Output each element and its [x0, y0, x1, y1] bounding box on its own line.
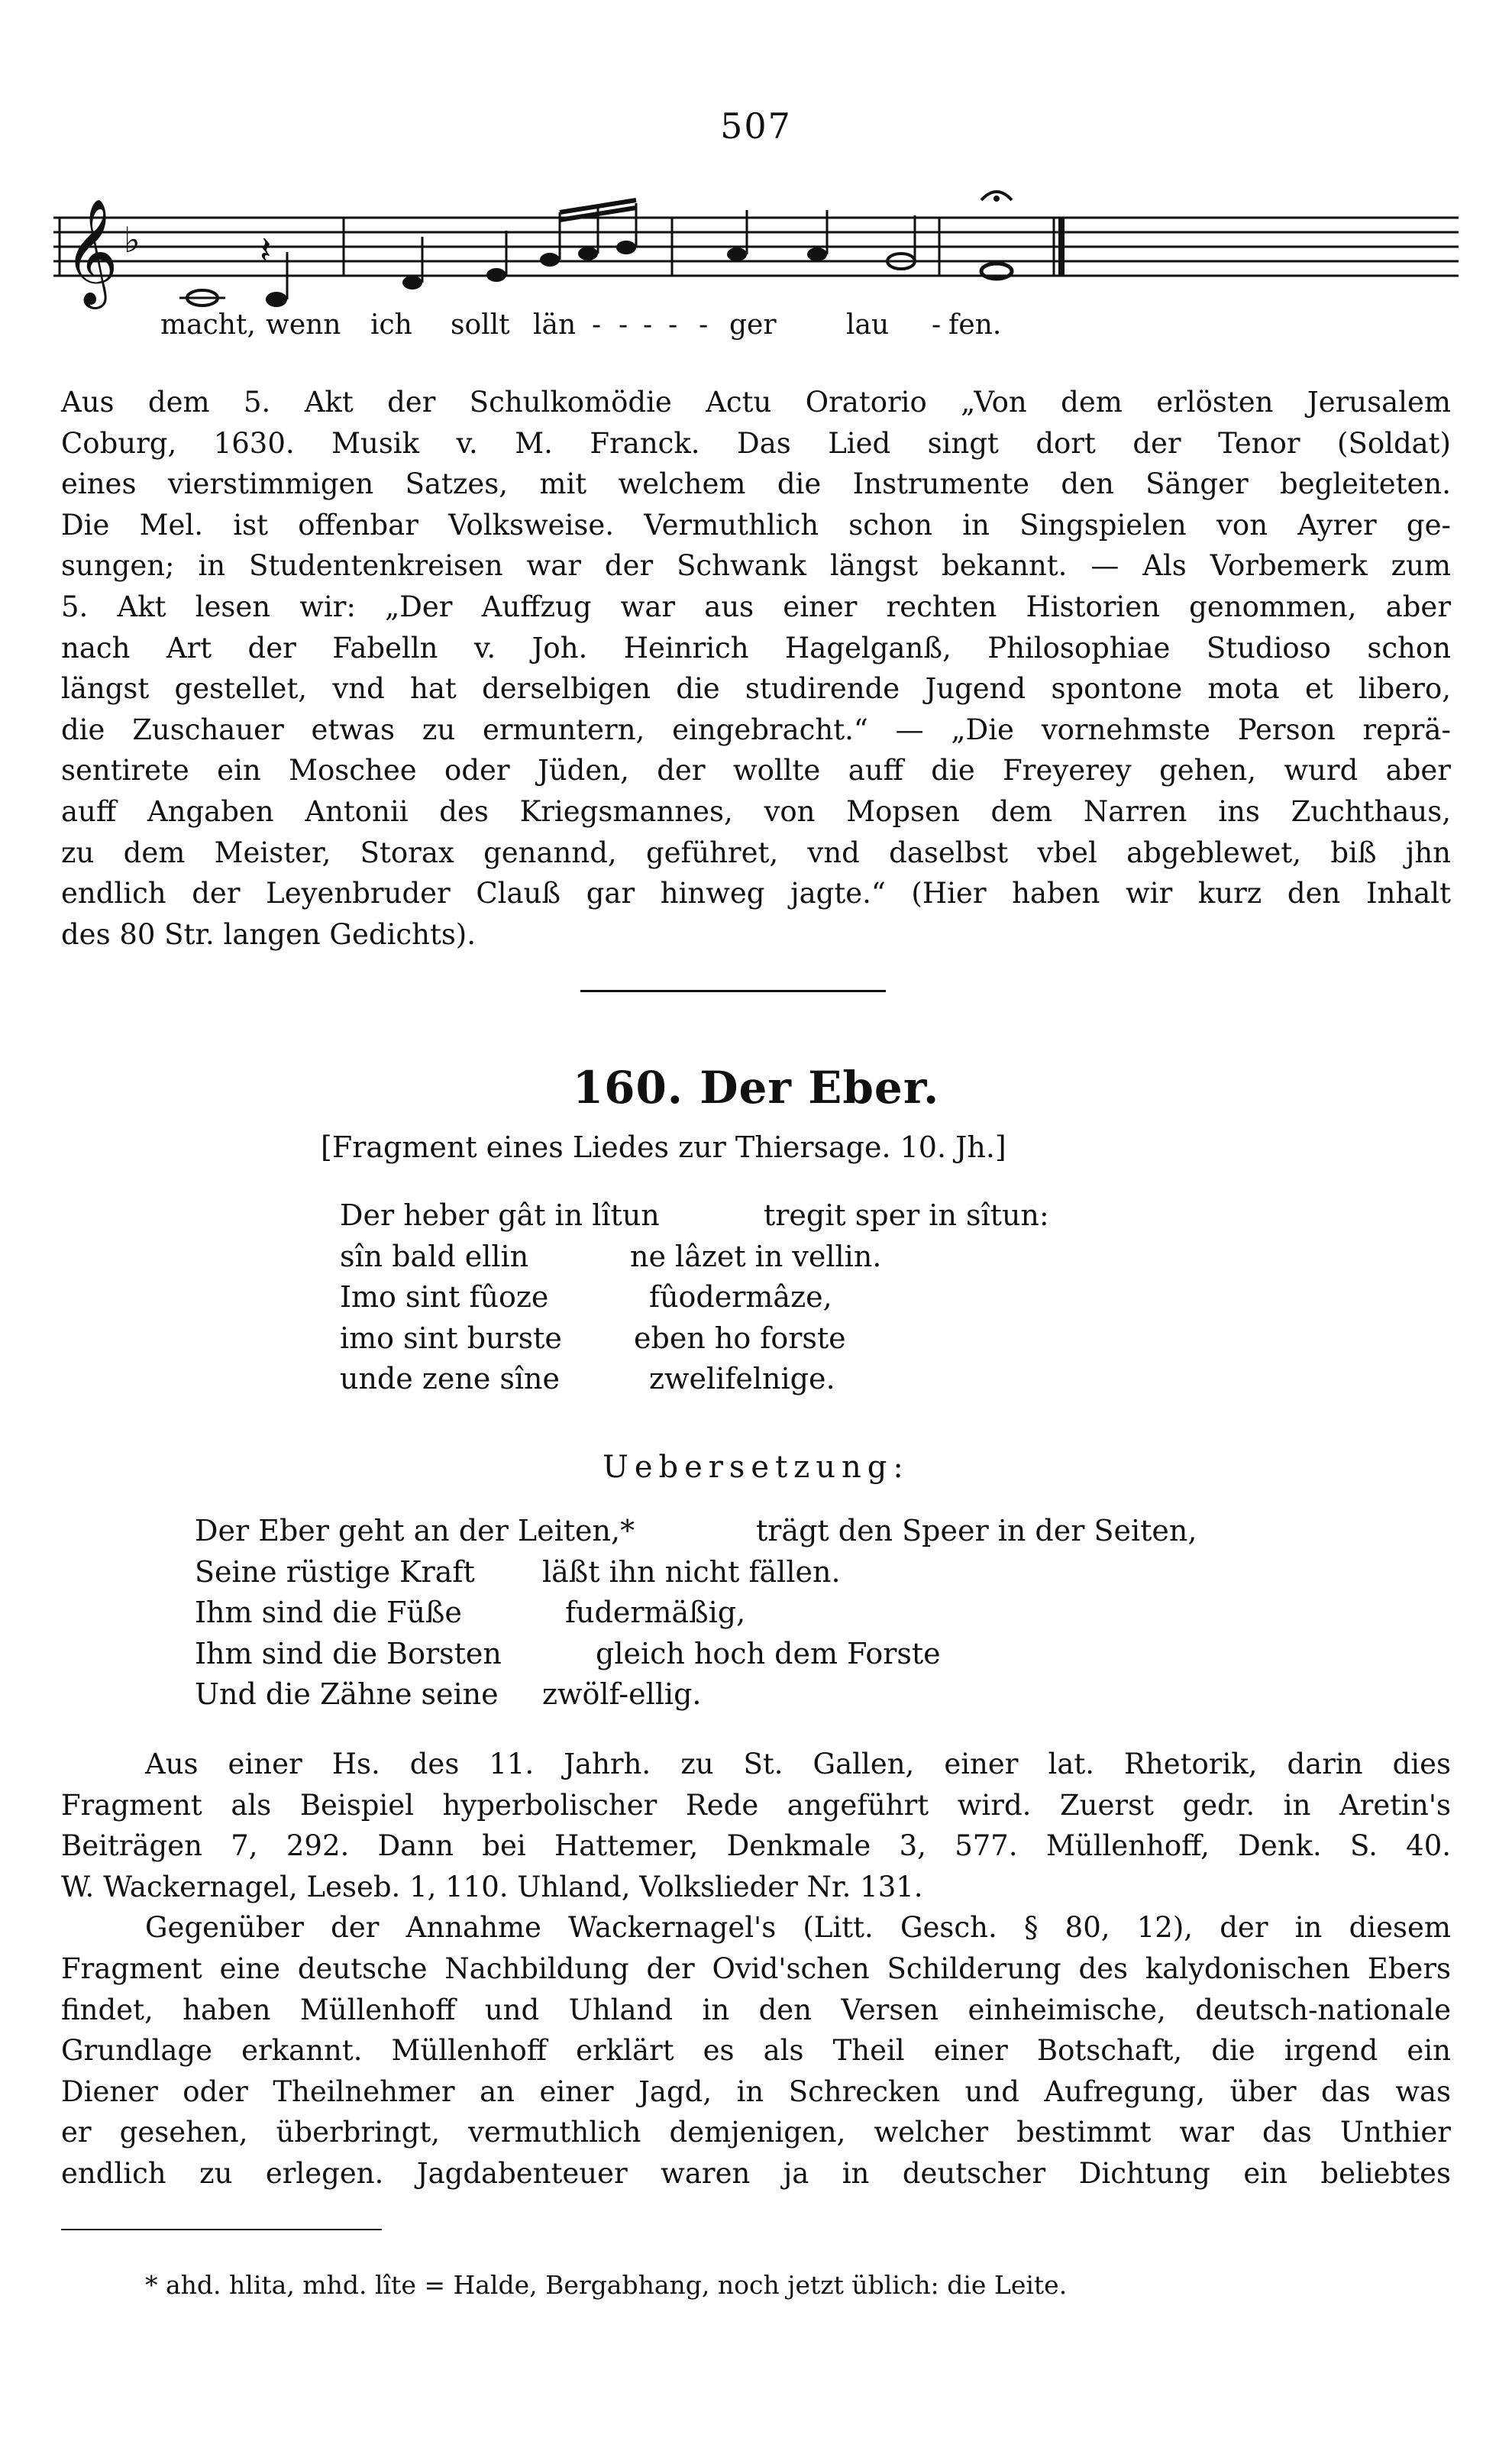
verse-right: zwölf-ellig.: [542, 1677, 702, 1711]
text-line: findet, haben Müllenhoff und Uhland in den Versen einheimische, deutsch-nationale: [61, 1993, 1451, 2026]
verse-right: fudermäßig,: [565, 1596, 746, 1629]
text-line: er gesehen, überbringt, vermuthlich demjenigen, welcher bestimmt war das Unthier: [61, 2116, 1451, 2149]
verse-right: läßt ihn nicht fällen.: [542, 1554, 841, 1589]
text-line: endlich der Leyenbruder Clauß gar hinweg jagte.“ (Hier haben wir kurz den Inhalt: [61, 877, 1451, 910]
lyrics-line: [160, 309, 1077, 348]
footnote: * ahd. hlita, mhd. lîte = Halde, Bergabhang, noch jetzt üblich: die Leite.: [145, 2270, 1068, 2300]
lyric-syllable: ger: [729, 309, 777, 341]
lyric-syllable: -: [643, 309, 653, 341]
text-line: sentirete ein Moschee oder Jüden, der wollte auff die Freyerey gehen, wurd aber: [61, 754, 1451, 787]
text-line: Fragment eine deutsche Nachbildung der Ovid'schen Schilderung des kalydonischen Ebers: [61, 1952, 1451, 1985]
text-line: Aus dem 5. Akt der Schulkomödie Actu Oratorio „Von dem erlösten Jerusalem: [61, 386, 1451, 419]
lyric-syllable: län: [533, 309, 577, 341]
latin-verse: [340, 1195, 660, 1400]
flat-icon: ♭: [124, 219, 141, 260]
text-line: nach Art der Fabelln v. Joh. Heinrich Hagelganß, Philosophiae Studioso schon: [61, 631, 1451, 665]
lyric-syllable: ich: [370, 309, 412, 341]
text-line: W. Wackernagel, Leseb. 1, 110. Uhland, Volkslieder Nr. 131.: [61, 1870, 923, 1903]
section-heading: [0, 1062, 1512, 1114]
section-subtitle: [Fragment eines Liedes zur Thiersage. 10. Jh.]: [321, 1130, 1006, 1164]
text-line: eines vierstimmigen Satzes, mit welchem die Instrumente den Sänger begleiteten.: [61, 467, 1451, 501]
text-line: Die Mel. ist offenbar Volksweise. Vermuthlich schon in Singspielen von Ayrer ge-: [61, 508, 1451, 542]
text-line: längst gestellet, vnd hat derselbigen die studirende Jugend spontone mota et libero,: [61, 672, 1451, 706]
verse-left: Ihm sind die Borsten: [195, 1636, 502, 1670]
text-line: die Zuschauer etwas zu ermuntern, eingebracht.“ — „Die vornehmste Person reprä-: [61, 713, 1451, 746]
lyric-syllable: -: [668, 309, 678, 341]
text-line: des 80 Str. langen Gedichts).: [61, 917, 477, 951]
lyric-syllable: wenn: [266, 309, 341, 341]
lyric-syllable: -: [592, 309, 602, 341]
svg-text:𝄽: 𝄽: [260, 228, 272, 273]
verse-left: unde zene sîne: [340, 1362, 561, 1395]
latin-verse-right: [630, 1195, 1049, 1400]
lyric-syllable: macht,: [160, 309, 256, 341]
verse-left: sîn bald ellin: [340, 1239, 529, 1273]
verse-left: Imo sint fûoze: [340, 1280, 549, 1314]
verse-right: zwelifelnige.: [649, 1362, 835, 1395]
text-line: endlich zu erlegen. Jagdabenteuer waren ja in deutscher Dichtung ein beliebtes: [61, 2156, 1451, 2190]
text-line: 5. Akt lesen wir: „Der Auffzug war aus einer rechten Historien genommen, aber: [61, 590, 1451, 623]
verse-left: imo sint burste: [340, 1321, 562, 1355]
text-line: sungen; in Studentenkreisen war der Schwank längst bekannt. — Als Vorbemerk zum: [61, 549, 1451, 583]
section-divider: [580, 990, 886, 992]
text-line: Beiträgen 7, 292. Dann bei Hattemer, Denkmale 3, 577. Müllenhoff, Denk. S. 40.: [61, 1829, 1451, 1863]
page-number: 507: [720, 105, 792, 147]
verse-right: fûodermâze,: [649, 1280, 832, 1314]
verse-right: gleich hoch dem Forste: [596, 1636, 941, 1670]
german-verse-right: [542, 1511, 1197, 1716]
text-line: Coburg, 1630. Musik v. M. Franck. Das Lied singt dort der Tenor (Soldat): [61, 426, 1451, 460]
section-number: 160.: [572, 1062, 683, 1114]
text-line: auff Angaben Antonii des Kriegsmannes, von Mopsen dem Narren ins Zuchthaus,: [61, 794, 1451, 828]
lyric-syllable: -: [932, 309, 942, 341]
text-line: Fragment als Beispiel hyperbolischer Rede angeführt wird. Zuerst gedr. in Aretin's: [61, 1788, 1451, 1822]
intro-paragraph: [61, 382, 1451, 955]
verse-left: Seine rüstige Kraft: [195, 1554, 475, 1589]
lyric-syllable: lau: [846, 309, 890, 341]
verse-left: Ihm sind die Füße: [195, 1596, 462, 1629]
verse-right: trägt den Speer in der Seiten,: [756, 1514, 1197, 1547]
lyric-syllable: -: [619, 309, 628, 341]
verse-right: tregit sper in sîtun:: [764, 1198, 1049, 1232]
verse-left: Der Eber geht an der Leiten,*: [195, 1514, 635, 1547]
verse-left: Der heber gât in lîtun: [340, 1198, 660, 1232]
text-line: Aus einer Hs. des 11. Jahrh. zu St. Gallen, einer lat. Rhetorik, darin dies: [145, 1748, 1451, 1780]
translation-heading: Uebersetzung:: [603, 1450, 909, 1485]
text-line: Grundlage erkannt. Müllenhoff erklärt es als Theil einer Botschaft, die irgend ein: [61, 2034, 1451, 2068]
verse-right: ne lâzet in vellin.: [630, 1239, 882, 1273]
lyric-syllable: sollt: [451, 309, 510, 341]
lyric-syllable: fen.: [948, 309, 1002, 341]
treble-clef-icon: 𝄞: [64, 199, 118, 305]
text-line: Diener oder Theilnehmer an einer Jagd, in Schrecken und Aufregung, über das was: [61, 2074, 1451, 2108]
verse-right: eben ho forste: [634, 1321, 846, 1355]
lyric-syllable: -: [699, 309, 709, 341]
footnote-divider: [61, 2229, 382, 2230]
text-line: zu dem Meister, Storax genannd, geführet, vnd daselbst vbel abgeblewet, biß jhn: [61, 836, 1451, 869]
section-title: Der Eber.: [699, 1062, 940, 1114]
source-notes: [61, 1744, 1451, 2194]
text-line: Gegenüber der Annahme Wackernagel's (Litt. Gesch. § 80, 12), der in diesem: [145, 1911, 1451, 1945]
verse-left: Und die Zähne seine: [195, 1677, 499, 1711]
